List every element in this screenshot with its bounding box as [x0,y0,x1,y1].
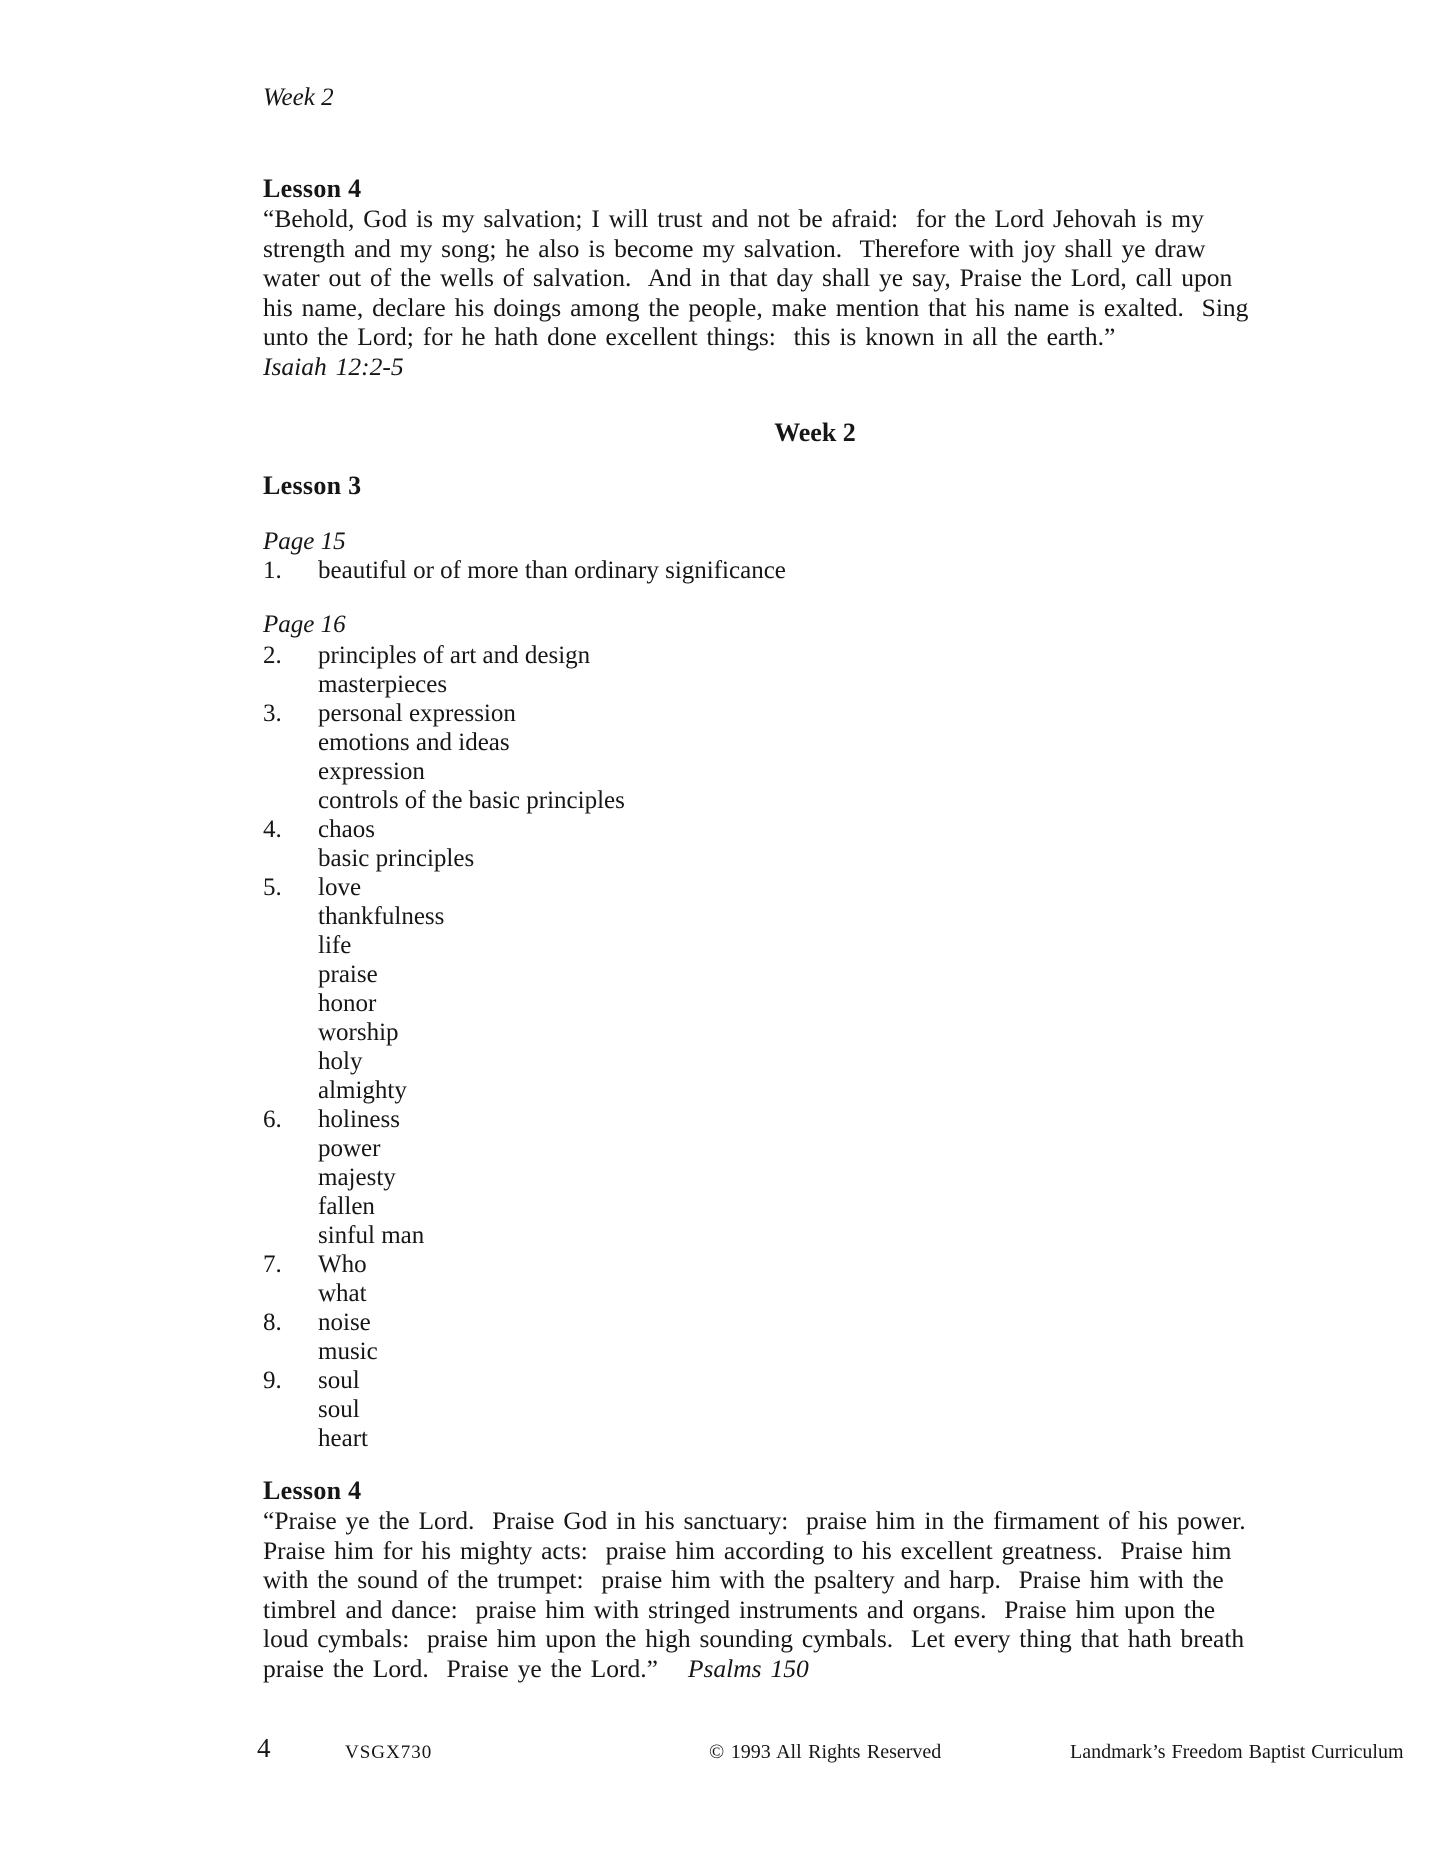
answer-number: 6. [263,1106,282,1133]
quote-line: his name, declare his doings among the people, make mention that his name is exalted. Sing [263,292,1249,322]
list-item [263,1279,1375,1308]
quote-line: unto the Lord; for he hath done excellent things: this is known in all the earth.” [263,322,1116,352]
answer-number [263,757,318,786]
list-item [263,757,1375,786]
list-item [263,1424,1375,1453]
list-item [263,1163,1375,1192]
list-item [263,1105,1375,1134]
list-item [263,931,1375,960]
answer-text: basic principles [318,845,475,872]
answer-text: noise [318,1309,371,1336]
list-item [263,1018,1375,1047]
list-item [263,1134,1375,1163]
answer-text: soul [318,1396,360,1423]
answer-number [263,989,318,1018]
answer-number [263,1192,318,1221]
answer-text: love [318,874,362,901]
answer-text: power [318,1135,381,1162]
list-item [263,1395,1375,1424]
footer-page-number: 4 [257,1733,271,1763]
list-item [263,699,1375,728]
answer-number: 4. [263,816,282,843]
quote-line: timbrel and dance: praise him with stringed instruments and organs. Praise him upon the [263,1594,1216,1624]
answer-number [263,1076,318,1105]
answer-number [263,1424,318,1453]
list-item [263,1250,1375,1279]
list-item [263,989,1375,1018]
list-item [263,960,1375,989]
answer-text: soul [318,1367,360,1394]
answer-text: honor [318,990,377,1017]
answer-text: beautiful or of more than ordinary significance [318,557,786,584]
answer-item-1 [263,557,786,585]
footer-publisher-name: Landmark’s Freedom Baptist Curriculum [1070,1741,1404,1763]
answer-number [263,1134,318,1163]
answer-number [263,1279,318,1308]
answer-text: expression [318,758,425,785]
answer-number: 2. [263,642,282,669]
answer-number [263,1395,318,1424]
list-item [263,844,1375,873]
answer-number [263,1047,318,1076]
scripture-reference-isaiah: Isaiah 12:2-5 [263,351,404,381]
answer-number: 7. [263,1251,282,1278]
answer-text: holiness [318,1106,400,1133]
answer-number: 5. [263,874,282,901]
answer-number [263,931,318,960]
list-item [263,1192,1375,1221]
answer-number [263,1337,318,1366]
answer-text: personal expression [318,700,516,727]
answer-text: holy [318,1048,363,1075]
quote-line: “Praise ye the Lord. Praise God in his sanctuary: praise him in the firmament of his power. [263,1506,1246,1535]
answer-number: 3. [263,700,282,727]
quote-line: Praise him for his mighty acts: praise him according to his excellent greatness. Praise him [263,1535,1232,1565]
answer-number [263,670,318,699]
answer-text: emotions and ideas [318,729,510,756]
page-header-week-label: Week 2 [263,84,334,111]
week-2-center-heading: Week 2 [774,418,856,447]
scripture-quote-psalms [263,1506,1375,1684]
answer-text: life [318,932,352,959]
answer-text: almighty [318,1077,407,1104]
list-item [263,1337,1375,1366]
answer-text: controls of the basic principles [318,787,625,814]
answer-text: music [318,1338,378,1365]
answer-text: Who [318,1251,367,1278]
list-item [263,873,1375,902]
answer-number: 1. [263,557,282,584]
answer-number [263,786,318,815]
list-item [263,641,1375,670]
answer-text: majesty [318,1164,396,1191]
answer-number: 8. [263,1309,282,1336]
answer-number [263,902,318,931]
answer-text: praise [318,961,378,988]
lesson-4-heading-top: Lesson 4 [263,174,362,203]
page-16-label: Page 16 [263,611,346,638]
answer-number: 9. [263,1367,282,1394]
list-item [263,786,1375,815]
quote-line: loud cymbals: praise him upon the high sounding cymbals. Let every thing that hath breath [263,1624,1245,1654]
quote-line: “Behold, God is my salvation; I will trust and not be afraid: for the Lord Jehovah is my [263,204,1204,233]
answer-number [263,728,318,757]
scripture-reference-psalms: Psalms 150 [687,1653,809,1683]
list-item [263,1076,1375,1105]
list-item [263,1221,1375,1250]
list-item [263,728,1375,757]
list-item [263,902,1375,931]
lesson-3-heading: Lesson 3 [263,471,362,500]
answer-text: masterpieces [318,671,448,698]
answer-text: sinful man [318,1222,425,1249]
lesson-4-heading-bottom: Lesson 4 [263,1476,362,1505]
scripture-quote-isaiah [263,204,1375,382]
list-item [263,1308,1375,1337]
quote-line: with the sound of the trumpet: praise him with the psaltery and harp. Praise him with the [263,1565,1224,1595]
answer-text: thankfulness [318,903,445,930]
list-item [263,815,1375,844]
list-item [263,1047,1375,1076]
quote-last-line [263,1654,1375,1684]
answer-number [263,1221,318,1250]
answer-text: worship [318,1019,399,1046]
answer-text: what [318,1280,367,1307]
footer-product-code: VSGX730 [345,1742,433,1763]
answer-text: fallen [318,1193,375,1220]
list-item [263,1366,1375,1395]
quote-line: strength and my song; he also is become my salvation. Therefore with joy shall ye draw [263,233,1206,263]
footer-copyright-notice: © 1993 All Rights Reserved [709,1741,942,1763]
answer-number [263,844,318,873]
answer-text: chaos [318,816,375,843]
page-15-label: Page 15 [263,528,346,555]
answer-number [263,960,318,989]
quote-line: water out of the wells of salvation. And in that day shall ye say, Praise the Lord, call upon [263,263,1233,293]
answer-number [263,1018,318,1047]
answer-text: principles of art and design [318,642,591,669]
answers-list [263,641,1375,1453]
answer-number [263,1163,318,1192]
list-item [263,670,1375,699]
answer-text: heart [318,1425,368,1452]
quote-line: praise the Lord. Praise ye the Lord.” [263,1653,658,1683]
